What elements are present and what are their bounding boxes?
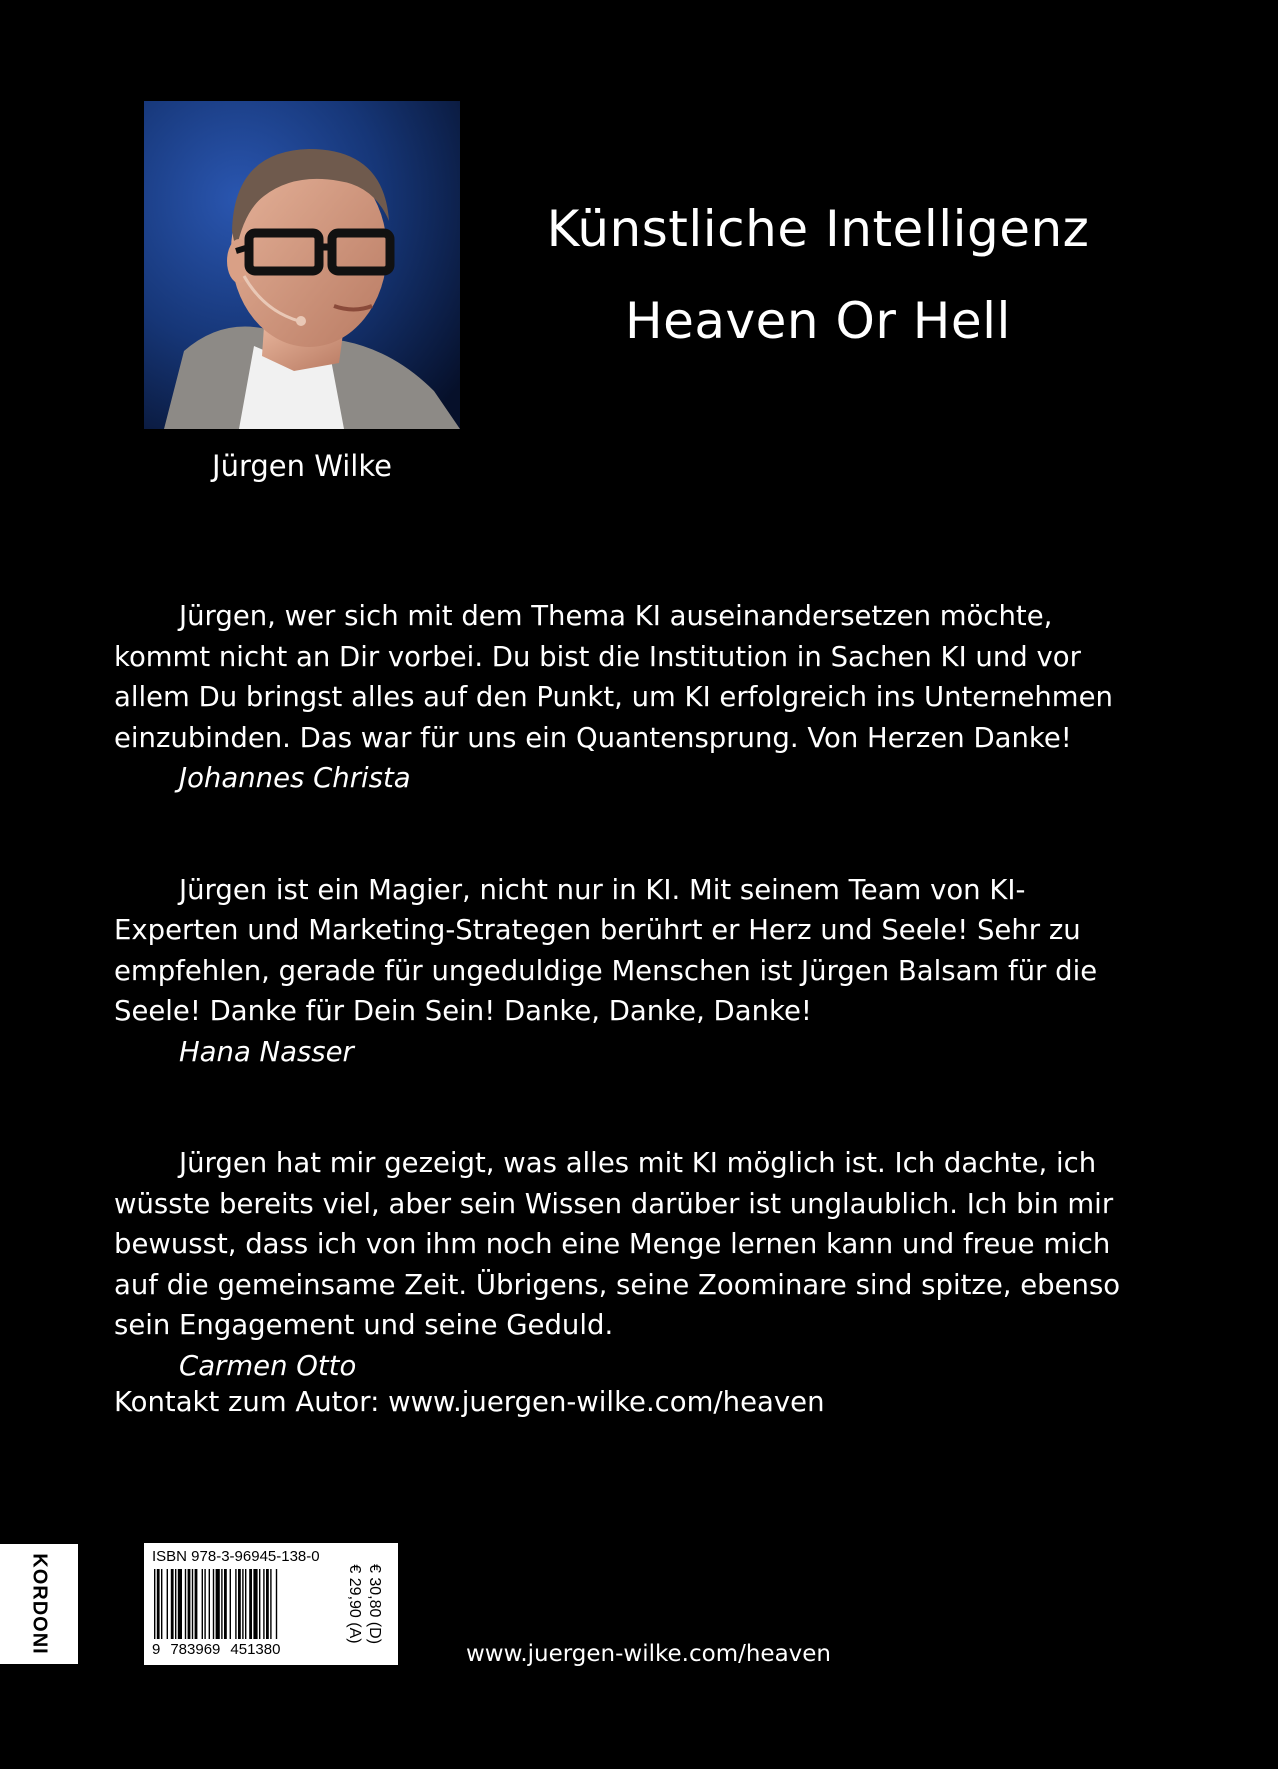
barcode-bar: [276, 1569, 277, 1639]
publisher-logo: [0, 1544, 78, 1664]
testimonial-text: Jürgen hat mir gezeigt, was alles mit KI möglich ist. Ich dachte, ich wüsste bereits viel, aber sein Wissen darüber ist unglaublich. Ich bin mir bewusst, dass ich von ihm noch eine Menge lernen kann und freue mich auf die gemeinsame Zeit. Übrigens, seine Zoominare sind spitze, ebenso sein Engagement und seine Geduld.: [114, 1147, 1121, 1341]
book-title-line-2: Heaven Or Hell: [625, 292, 1011, 350]
barcode-bar: [266, 1569, 269, 1639]
barcode-bar: [216, 1569, 220, 1639]
barcode-bar: [204, 1569, 205, 1639]
testimonial-text: Jürgen ist ein Magier, nicht nur in KI. Mit seinem Team von KI-Experten und Marketing-Strategen berührt er Herz und Seele! Sehr zu empfehlen, gerade für ungeduldige Menschen ist Jürgen Balsam für die Seele! Danke für Dein Sein! Danke, Danke, Danke!: [114, 873, 1098, 1027]
author-photo: [144, 101, 460, 429]
barcode-bar: [185, 1569, 186, 1639]
barcode-bar: [249, 1569, 252, 1639]
testimonial: [114, 596, 1124, 799]
barcode-bar: [235, 1569, 236, 1639]
barcode-bar: [157, 1569, 160, 1639]
book-title-line-1: Künstliche Intelligenz: [546, 200, 1090, 258]
barcode-bar: [171, 1569, 174, 1639]
author-portrait-icon: [144, 101, 460, 429]
barcode-bar: [202, 1569, 203, 1639]
barcode-bar: [209, 1569, 210, 1639]
testimonial-author: Carmen Otto: [179, 1349, 357, 1382]
barcode-bar: [213, 1569, 214, 1639]
barcode-digit-group: 783969: [170, 1641, 221, 1658]
price-block: [348, 1549, 394, 1659]
barcode-bar: [259, 1569, 260, 1639]
barcode-bar: [270, 1569, 271, 1639]
barcode-bar: [192, 1569, 193, 1639]
barcode-bar: [224, 1569, 227, 1639]
barcode-bar: [167, 1569, 168, 1639]
price-austria: € 29,90 (A): [346, 1564, 363, 1644]
isbn-barcode: [144, 1543, 398, 1665]
barcode-bar: [175, 1569, 176, 1639]
barcode-bar: [238, 1569, 241, 1639]
barcode-bar: [242, 1569, 243, 1639]
barcode-digit-group: 451380: [230, 1641, 281, 1658]
testimonial: [114, 870, 1124, 1073]
price-germany: € 30,80 (D): [366, 1563, 383, 1645]
barcode-bar: [188, 1569, 191, 1639]
book-title: [520, 183, 1116, 367]
footer-website: www.juergen-wilke.com/heaven: [466, 1641, 832, 1667]
publisher-name: KORDONI: [28, 1553, 51, 1655]
testimonial-author: Hana Nasser: [179, 1035, 354, 1068]
barcode-bar: [263, 1569, 264, 1639]
author-name: Jürgen Wilke: [212, 449, 392, 483]
testimonial-text: Jürgen, wer sich mit dem Thema KI auseinandersetzen möchte, kommt nicht an Dir vorbei. Du bist die Institution in Sachen KI und vor allem Du bringst alles auf den Punkt, um KI erfolgreich ins Unternehmen einzubinden. Das war für uns ein Quantensprung. Von Herzen Danke!: [114, 600, 1113, 754]
barcode-bar: [178, 1569, 182, 1639]
testimonial-author: Johannes Christa: [179, 762, 411, 794]
barcode-icon: [152, 1569, 344, 1639]
barcode-bar: [161, 1569, 162, 1639]
isbn-number: ISBN 978-3-96945-138-0: [152, 1548, 320, 1565]
author-contact: Kontakt zum Autor: www.juergen-wilke.com/heaven: [114, 1386, 825, 1418]
barcode-bar: [245, 1569, 246, 1639]
barcode-bar: [195, 1569, 198, 1639]
barcode-digit-group: 9: [152, 1641, 161, 1658]
barcode-digits: [152, 1641, 344, 1658]
testimonial: [114, 1143, 1124, 1386]
testimonials: [114, 596, 1124, 1457]
barcode-bar: [253, 1569, 257, 1639]
barcode-bar: [230, 1569, 231, 1639]
barcode-bar: [221, 1569, 222, 1639]
barcode-bar: [154, 1569, 155, 1639]
